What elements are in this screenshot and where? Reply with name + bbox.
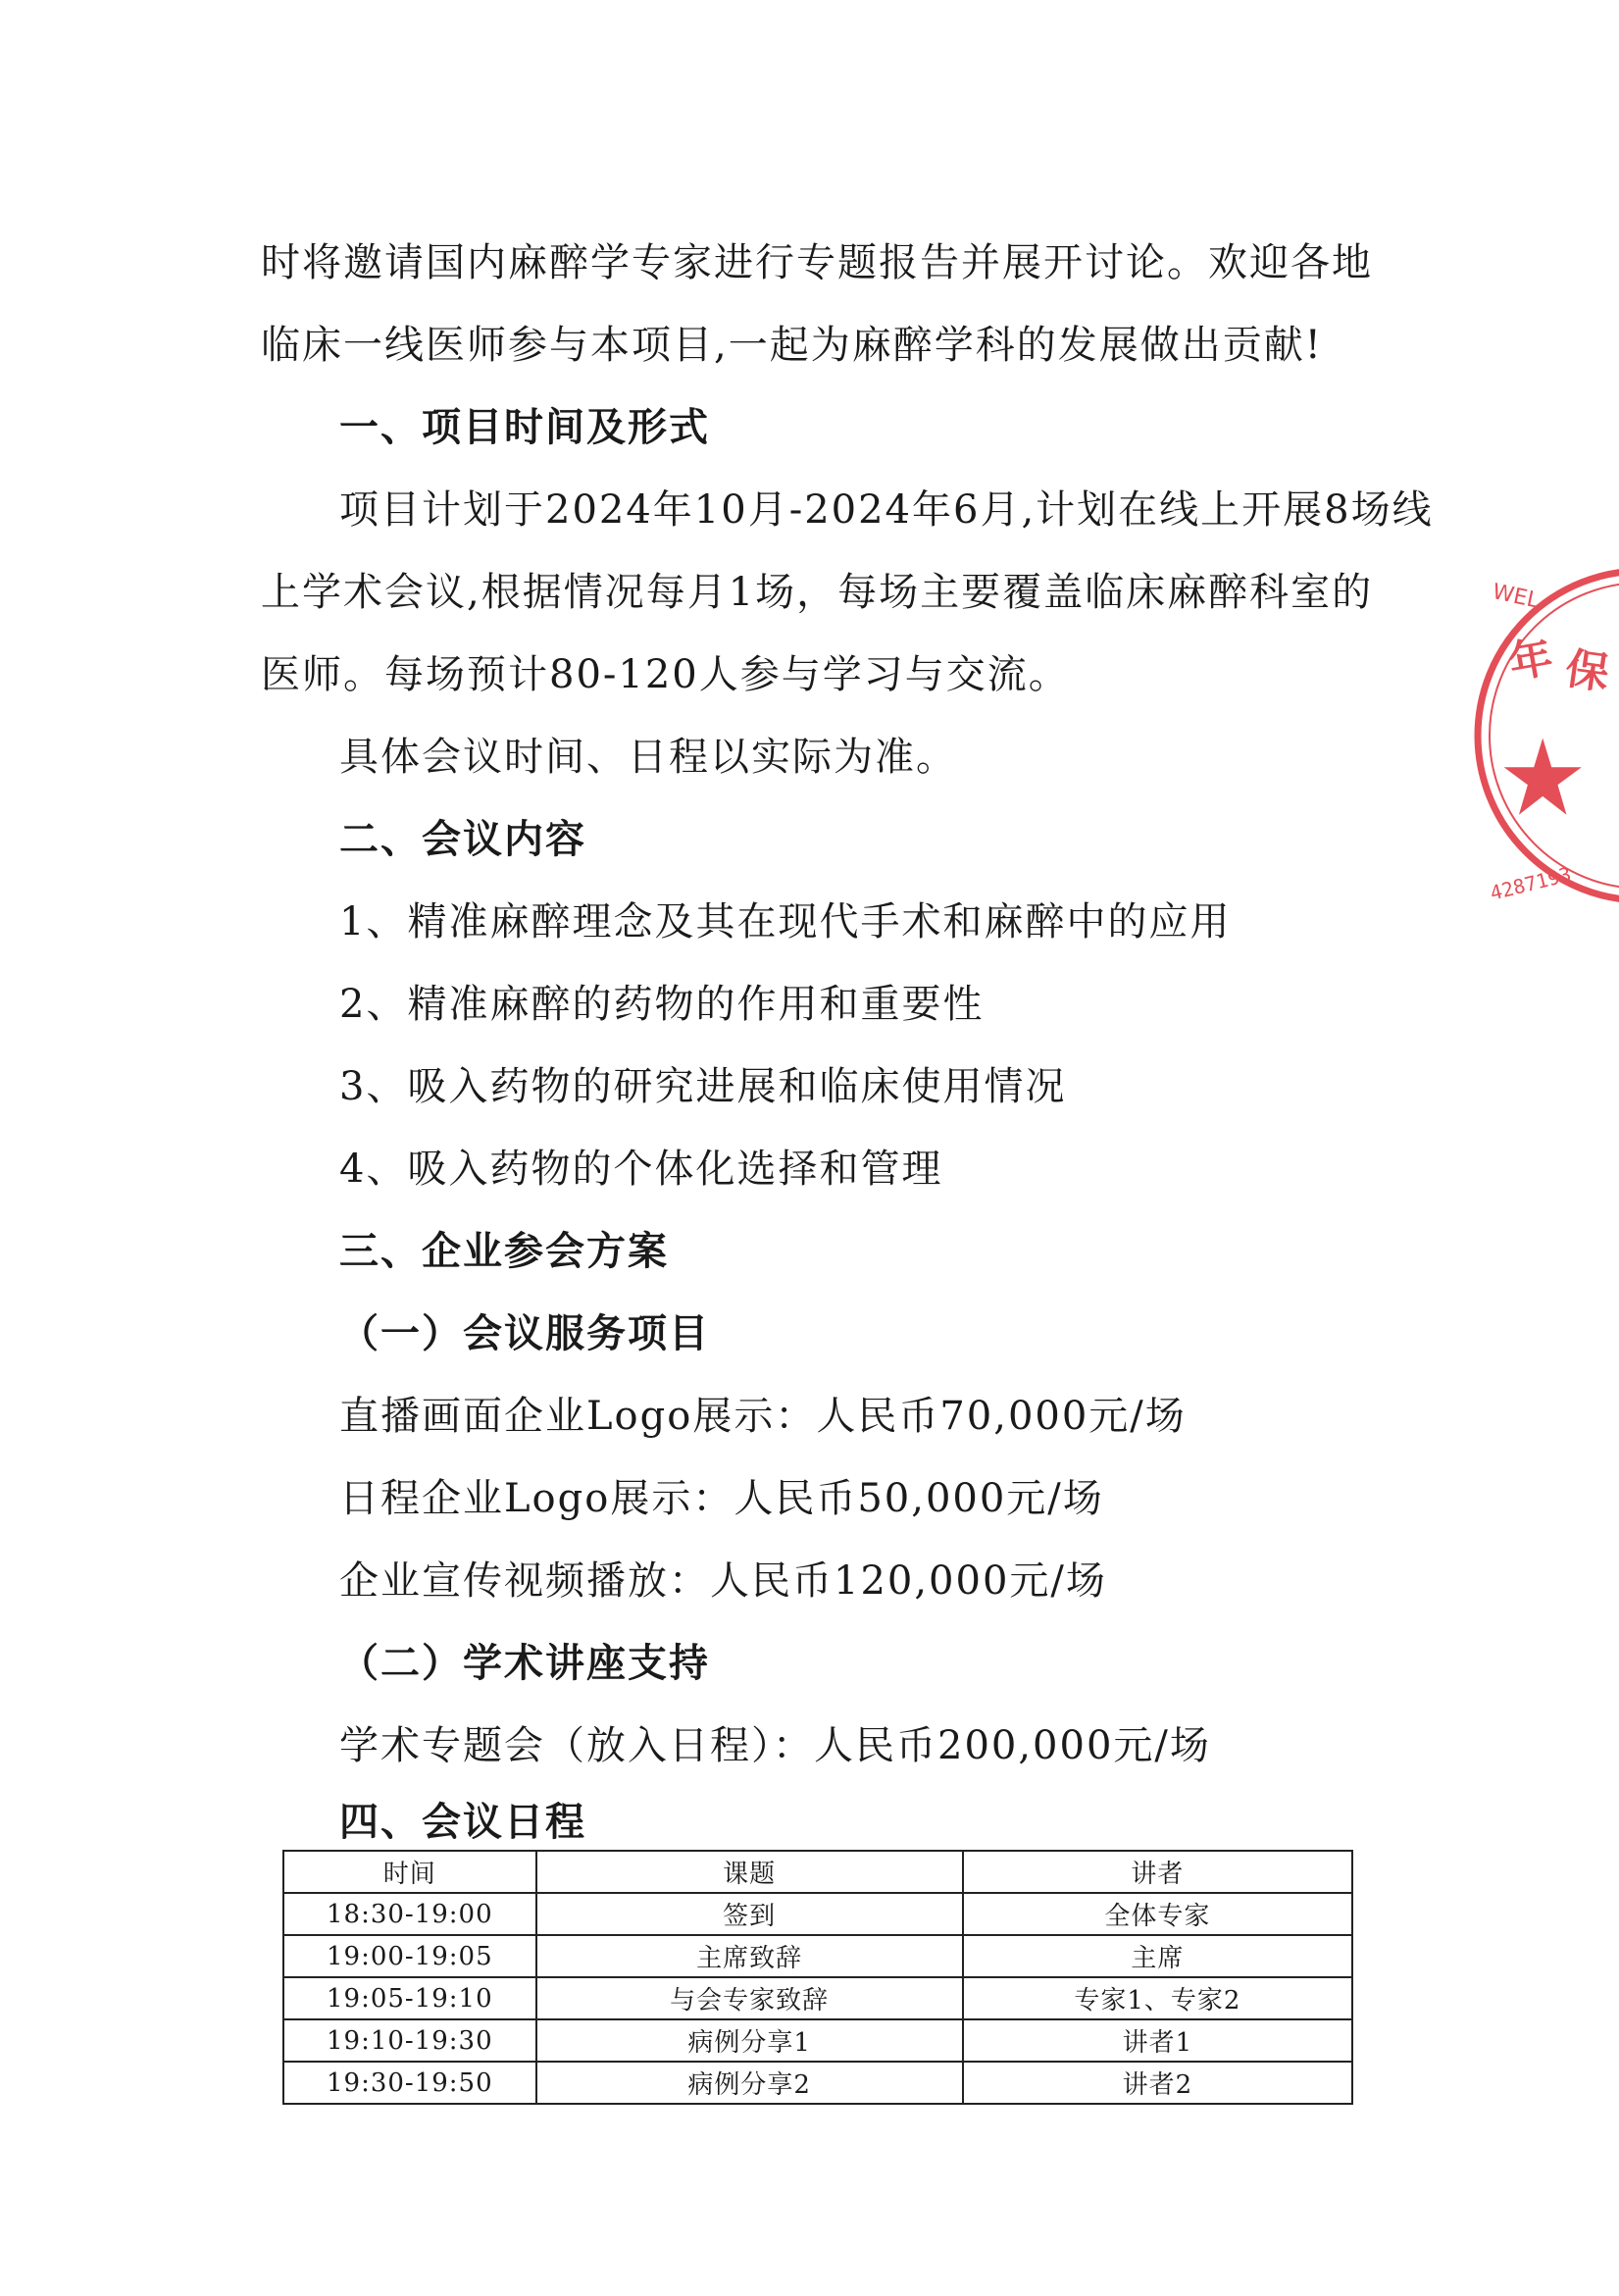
section-3-sub-1-item-3: 企业宣传视频播放：人民币120,000元/场 xyxy=(339,1558,1107,1604)
red-star-seal-icon xyxy=(1471,557,1619,920)
section-3-sub-1-item-1: 直播画面企业Logo展示：人民币70,000元/场 xyxy=(339,1394,1187,1439)
seal-text-char-2: 保 xyxy=(1562,643,1612,699)
section-2-item-4: 4、吸入药物的个体化选择和管理 xyxy=(339,1147,943,1192)
section-3-sub-2-title: （二）学术讲座支持 xyxy=(339,1641,710,1686)
section-1-title: 一、项目时间及形式 xyxy=(339,405,710,450)
cell-speaker: 讲者2 xyxy=(963,2062,1352,2104)
seal-graphic xyxy=(1471,557,1619,920)
section-3-sub-1-item-2: 日程企业Logo展示：人民币50,000元/场 xyxy=(339,1476,1104,1521)
section-2-item-3: 3、吸入药物的研究进展和临床使用情况 xyxy=(339,1064,1067,1109)
cell-time: 19:00-19:05 xyxy=(283,1935,536,1977)
cell-topic: 病例分享1 xyxy=(536,2019,963,2062)
section-3-sub-2-item-1: 学术专题会（放入日程）：人民币200,000元/场 xyxy=(339,1723,1211,1768)
seal-serial: 4287193 xyxy=(1488,862,1574,905)
cell-topic: 签到 xyxy=(536,1893,963,1935)
cell-topic: 主席致辞 xyxy=(536,1935,963,1977)
section-1-body-line-1: 项目计划于2024年10月-2024年6月,计划在线上开展8场线 xyxy=(339,487,1434,533)
table-row xyxy=(283,1935,1352,1977)
cell-time: 19:10-19:30 xyxy=(283,2019,536,2062)
section-2-item-1: 1、精准麻醉理念及其在现代手术和麻醉中的应用 xyxy=(339,899,1232,944)
seal-star-icon xyxy=(1504,739,1582,815)
table-row xyxy=(283,1893,1352,1935)
table-row xyxy=(283,2062,1352,2104)
schedule-header-row xyxy=(283,1851,1352,1893)
section-2-title: 二、会议内容 xyxy=(339,817,586,862)
header-time: 时间 xyxy=(283,1851,536,1893)
cell-time: 18:30-19:00 xyxy=(283,1893,536,1935)
seal-text-latin: WEL xyxy=(1490,580,1542,614)
seal-text-char-1: 年 xyxy=(1505,632,1557,689)
cell-speaker: 全体专家 xyxy=(963,1893,1352,1935)
intro-line-1: 时将邀请国内麻醉学专家进行专题报告并展开讨论。欢迎各地 xyxy=(261,240,1373,285)
cell-speaker: 讲者1 xyxy=(963,2019,1352,2062)
section-1-body-line-4: 具体会议时间、日程以实际为准。 xyxy=(339,735,957,780)
schedule-table xyxy=(282,1850,1353,2105)
intro-line-2: 临床一线医师参与本项目,一起为麻醉学科的发展做出贡献! xyxy=(261,323,1323,368)
section-3-sub-1-title: （一）会议服务项目 xyxy=(339,1311,710,1356)
section-2-item-2: 2、精准麻醉的药物的作用和重要性 xyxy=(339,982,985,1027)
cell-time: 19:05-19:10 xyxy=(283,1977,536,2019)
section-3-title: 三、企业参会方案 xyxy=(339,1229,669,1274)
section-1-body-line-3: 医师。每场预计80-120人参与学习与交流。 xyxy=(261,652,1070,697)
header-topic: 课题 xyxy=(536,1851,963,1893)
cell-topic: 病例分享2 xyxy=(536,2062,963,2104)
cell-time: 19:30-19:50 xyxy=(283,2062,536,2104)
header-speaker: 讲者 xyxy=(963,1851,1352,1893)
table-row xyxy=(283,2019,1352,2062)
cell-speaker: 主席 xyxy=(963,1935,1352,1977)
section-1-body-line-2: 上学术会议,根据情况每月1场，每场主要覆盖临床麻醉科室的 xyxy=(261,570,1374,615)
section-4-title: 四、会议日程 xyxy=(339,1800,586,1845)
cell-topic: 与会专家致辞 xyxy=(536,1977,963,2019)
table-row xyxy=(283,1977,1352,2019)
cell-speaker: 专家1、专家2 xyxy=(963,1977,1352,2019)
